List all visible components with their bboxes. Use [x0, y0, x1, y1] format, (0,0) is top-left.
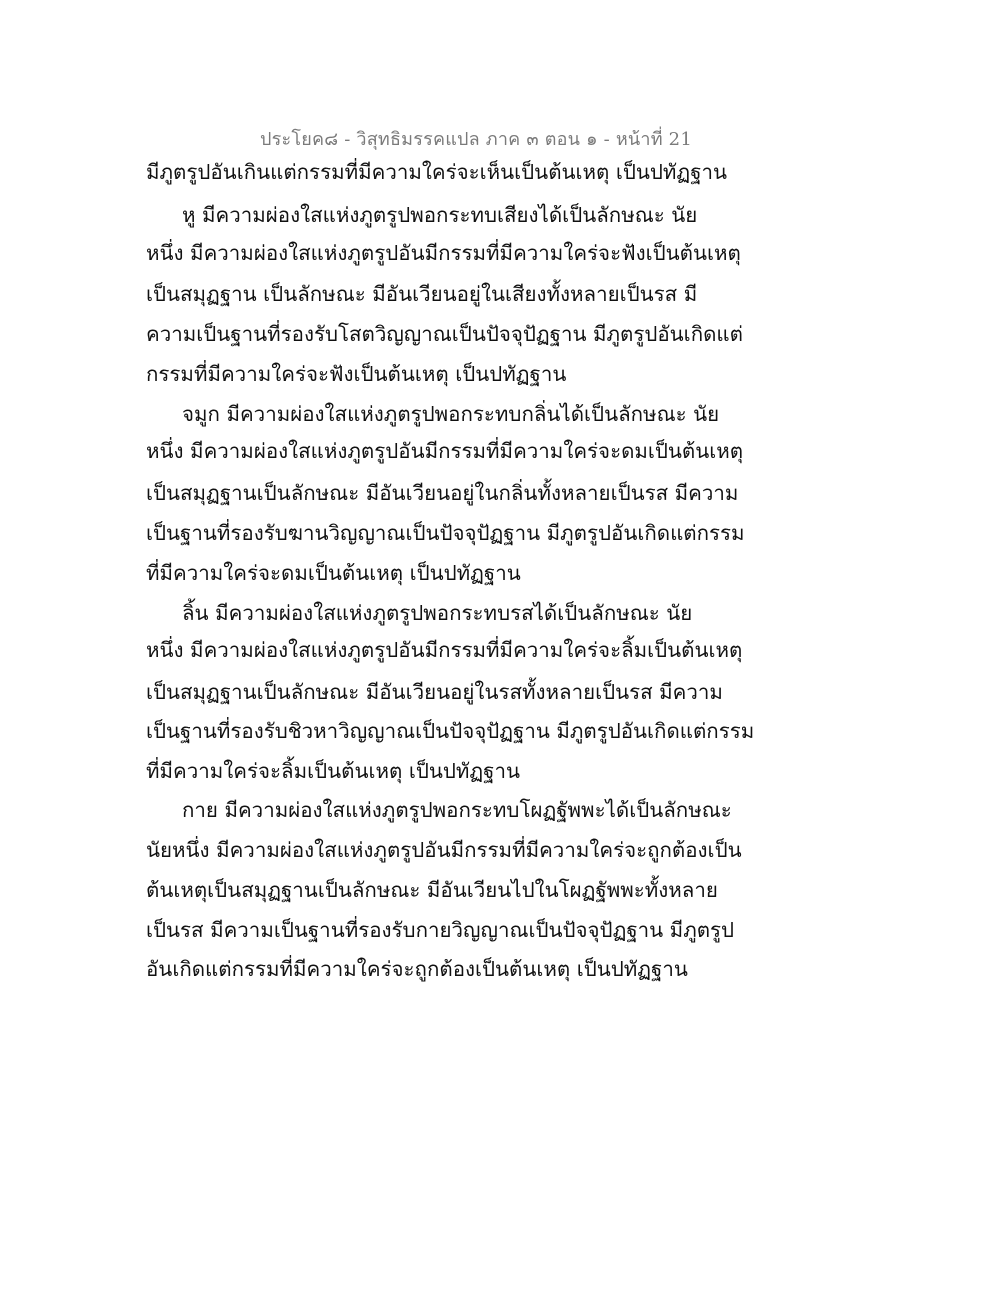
text-line: นัยหนึ่ง มีความผ่องใสแห่งภูตรูปอันมีกรรมที่มีความใคร่จะถูกต้องเป็น: [146, 838, 742, 862]
text-line: หนึ่ง มีความผ่องใสแห่งภูตรูปอันมีกรรมที่มีความใคร่จะฟังเป็นต้นเหตุ: [146, 241, 741, 265]
text-line: ความเป็นฐานที่รองรับโสตวิญญาณเป็นปัจจุปัฏฐาน มีภูตรูปอันเกิดแต่: [146, 322, 743, 346]
text-line: ที่มีความใคร่จะดมเป็นต้นเหตุ เป็นปทัฏฐาน: [146, 561, 521, 585]
text-line: มีภูตรูปอันเกินแต่กรรมที่มีความใคร่จะเห็นเป็นต้นเหตุ เป็นปทัฏฐาน: [146, 160, 728, 184]
text-line: ที่มีความใคร่จะลิ้มเป็นต้นเหตุ เป็นปทัฏฐาน: [146, 759, 520, 783]
text-line: เป็นฐานที่รองรับชิวหาวิญญาณเป็นปัจจุปัฏฐาน มีภูตรูปอันเกิดแต่กรรม: [146, 719, 755, 743]
text-line: กรรมที่มีความใคร่จะฟังเป็นต้นเหตุ เป็นปทัฏฐาน: [146, 362, 567, 386]
text-line: หนึ่ง มีความผ่องใสแห่งภูตรูปอันมีกรรมที่มีความใคร่จะดมเป็นต้นเหตุ: [146, 439, 744, 463]
text-line: เป็นฐานที่รองรับฆานวิญญาณเป็นปัจจุปัฏฐาน มีภูตรูปอันเกิดแต่กรรม: [146, 521, 745, 545]
paragraph-start-line: กาย มีความผ่องใสแห่งภูตรูปพอกระทบโผฏฐัพพะได้เป็นลักษณะ: [182, 798, 732, 822]
paragraph-start-line: จมูก มีความผ่องใสแห่งภูตรูปพอกระทบกลิ่นได้เป็นลักษณะ นัย: [182, 402, 720, 426]
text-line: หนึ่ง มีความผ่องใสแห่งภูตรูปอันมีกรรมที่มีความใคร่จะลิ้มเป็นต้นเหตุ: [146, 638, 743, 662]
paragraph-start-line: หู มีความผ่องใสแห่งภูตรูปพอกระทบเสียงได้เป็นลักษณะ นัย: [182, 203, 698, 227]
text-line: เป็นรส มีความเป็นฐานที่รองรับกายวิญญาณเป็นปัจจุปัฏฐาน มีภูตรูป: [146, 918, 735, 942]
text-line: เป็นสมุฏฐาน เป็นลักษณะ มีอันเวียนอยู่ในเสียงทั้งหลายเป็นรส มี: [146, 282, 698, 306]
text-line: อันเกิดแต่กรรมที่มีความใคร่จะถูกต้องเป็นต้นเหตุ เป็นปทัฏฐาน: [146, 957, 688, 981]
text-line: เป็นสมุฏฐานเป็นลักษณะ มีอันเวียนอยู่ในกลิ่นทั้งหลายเป็นรส มีความ: [146, 481, 739, 505]
text-line: เป็นสมุฏฐานเป็นลักษณะ มีอันเวียนอยู่ในรสทั้งหลายเป็นรส มีความ: [146, 680, 723, 704]
paragraph-start-line: ลิ้น มีความผ่องใสแห่งภูตรูปพอกระทบรสได้เป็นลักษณะ นัย: [182, 601, 693, 625]
text-line: ต้นเหตุเป็นสมุฏฐานเป็นลักษณะ มีอันเวียนไปในโผฏฐัพพะทั้งหลาย: [146, 878, 718, 902]
page-header: ประโยค๘ - วิสุทธิมรรคแปล ภาค ๓ ตอน ๑ - หน้าที่ 21: [259, 129, 692, 150]
